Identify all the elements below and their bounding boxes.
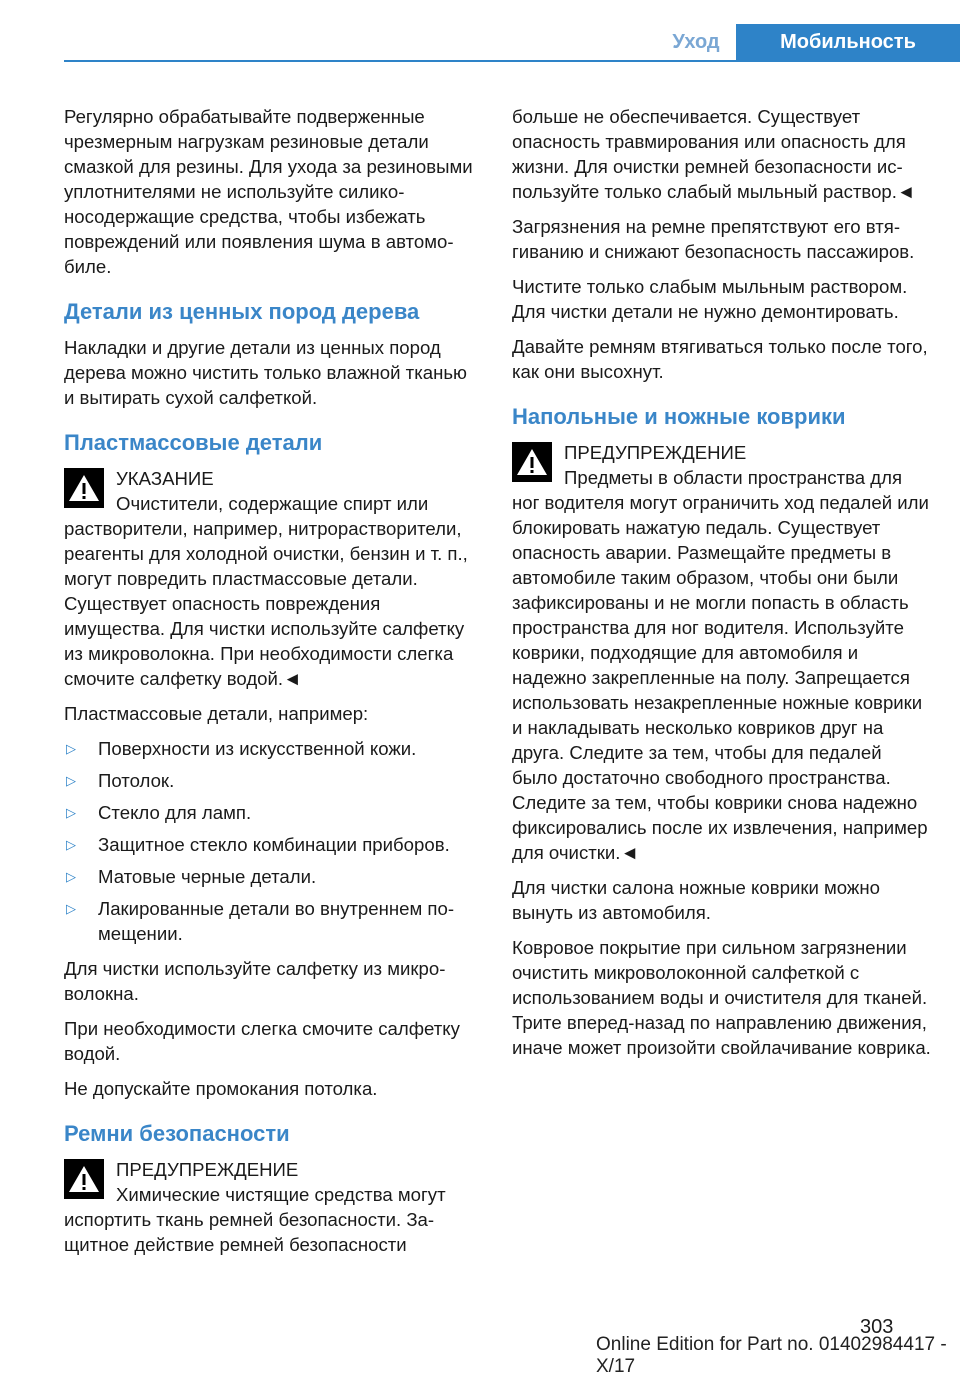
- edition-footer: Online Edition for Part no. 01402984417 - X/17: [596, 1334, 947, 1377]
- plastic-intro: Пластмассовые детали, например:: [64, 703, 369, 724]
- triangle-bullet-icon: ▷: [66, 837, 76, 852]
- list-item-text: Стекло для ламп.: [98, 802, 252, 823]
- tab-care[interactable]: Уход: [672, 31, 720, 53]
- warning-body: Предметы в области пространства для ног водителя могут ограничить ход педалей или блокировать нажатую педаль. Существует опасность аварии. Размещайте предметы в автомобиле таким образом, чтобы они были зафиксированы и не могли попасть в область пространства для ног водителя. Используйте коврики, подходящие для автомобиля и надежно закрепленные на полу. Запрещается использовать незакрепленные ножные коврики и накладывать несколько ковриков друг на друга. Следите за тем, чтобы для педалей было достаточно свободного пространства. Следите за тем, чтобы коврики снова надежно фиксировались после их извлечения, например для очистки.◄: [512, 467, 929, 863]
- warning-triangle-icon: [512, 442, 552, 482]
- heading-plastic: Пластмассовые детали: [64, 430, 323, 455]
- right-column: [512, 104, 932, 1070]
- heading-wood: Детали из ценных пород дерева: [64, 299, 420, 324]
- warning-triangle-icon: [64, 1159, 104, 1199]
- carpet-paragraph: Ковровое покрытие при сильном загрязнении очистить микроволоконной салфеткой с использованием воды и очистителя для тканей. Трите вперед-назад по направлению движения, иначе может произойти свойлачивание коврика.: [512, 937, 931, 1058]
- rubber-paragraph: Регулярно обрабатывайте подверженные чрезмерным нагрузкам резиновые детали смазкой для резины. Для ухода за резиновыми уплотнителями не используйте силиконосодержащие средства, чтобы избежать повреждений или появления шума в автомобиле.: [64, 106, 473, 277]
- list-item: [64, 896, 482, 946]
- list-item-text: Потолок.: [98, 770, 175, 791]
- warning-body: Химические чистящие средства могут испортить ткань ремней безопасности. Защитное действие ремней безопасности: [64, 1184, 446, 1255]
- water-paragraph: При необходимости слегка смочите салфетку водой.: [64, 1018, 460, 1064]
- list-item-text: Поверхности из искусственной кожи.: [98, 738, 417, 759]
- notice-block: [64, 466, 482, 691]
- microfiber-paragraph: Для чистки используйте салфетку из микроволокна.: [64, 958, 446, 1004]
- list-item-text: Матовые черные детали.: [98, 866, 317, 887]
- belt-dry-paragraph: Давайте ремням втягиваться только после того, как они высохнут.: [512, 336, 928, 382]
- plastic-list: [64, 736, 482, 946]
- list-item: [64, 736, 482, 761]
- ceiling-paragraph: Не допускайте промокания потолка.: [64, 1078, 378, 1099]
- triangle-bullet-icon: ▷: [66, 901, 76, 916]
- warning-block-mats: [512, 440, 932, 865]
- triangle-bullet-icon: ▷: [66, 805, 76, 820]
- left-column: [64, 104, 482, 1267]
- warning-block-belts: [64, 1157, 482, 1257]
- warning-title: ПРЕДУПРЕЖДЕНИЕ: [116, 1159, 299, 1180]
- tab-mobility[interactable]: Мобильность: [736, 24, 960, 61]
- belt-dirt-paragraph: Загрязнения на ремне препятствуют его втягиванию и снижают безопасность пассажиров.: [512, 216, 915, 262]
- notice-title: УКАЗАНИЕ: [116, 468, 214, 489]
- triangle-bullet-icon: ▷: [66, 869, 76, 884]
- list-item: [64, 800, 482, 825]
- page-number: 303: [860, 1316, 894, 1338]
- page-header: [0, 0, 960, 62]
- belt-clean-paragraph: Чистите только слабым мыльным раствором. Для чистки детали не нужно демонтировать.: [512, 276, 908, 322]
- triangle-bullet-icon: ▷: [66, 741, 76, 756]
- mats-remove-paragraph: Для чистки салона ножные коврики можно вынуть из автомобиля.: [512, 877, 880, 923]
- list-item-text: Лакированные детали во внутреннем помещении.: [98, 898, 455, 944]
- header-rule: [64, 60, 960, 62]
- wood-paragraph: Накладки и другие детали из ценных пород дерева можно чистить только влажной тканью и вытирать сухой салфеткой.: [64, 337, 467, 408]
- list-item: [64, 864, 482, 889]
- warning-triangle-icon: [64, 468, 104, 508]
- list-item-text: Защитное стекло комбинации приборов.: [98, 834, 450, 855]
- heading-mats: Напольные и ножные коврики: [512, 404, 846, 429]
- list-item: [64, 832, 482, 857]
- list-item: [64, 768, 482, 793]
- heading-belts: Ремни безопасности: [64, 1121, 290, 1146]
- notice-body: Очистители, содержащие спирт или растворители, например, нитрорастворители, реагенты для холодной очистки, бензин и т. п., могут повредить пластмассовые детали. Существует опасность повреждения имущества. Для чистки используйте салфетку из микроволокна. При необходимости слегка смочите салфетку водой.◄: [64, 493, 468, 689]
- triangle-bullet-icon: ▷: [66, 773, 76, 788]
- warning-title: ПРЕДУПРЕЖДЕНИЕ: [564, 442, 747, 463]
- belts-warning-continued: больше не обеспечивается. Существует опасность травмирования или опасность для жизни. Для очистки ремней безопасности используйте только слабый мыльный раствор.◄: [512, 106, 916, 202]
